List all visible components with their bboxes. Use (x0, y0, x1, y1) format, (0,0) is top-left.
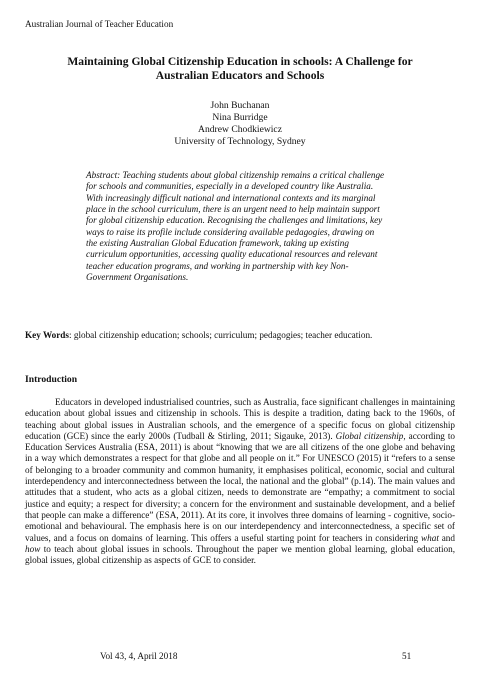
body-span: Educators in developed industrialised countries, such as Australia, face significant challenges in maintaining education about global issues and citizenship in schools. This is despite a tradition, dating back to the 1960s, of teaching about global issues in Australian schools, and the emergence of a specific focus on global citizenship education (GCE) since the early 2000s (Tudball & Stirling, 2011; Sigauke, 2013). (25, 397, 455, 441)
keywords-text: : global citizenship education; schools; curriculum; pedagogies; teacher education. (69, 330, 373, 340)
affiliation: University of Technology, Sydney (174, 136, 306, 147)
keywords-label: Key Words (25, 330, 69, 340)
italic-term: what (421, 532, 439, 543)
journal-header: Australian Journal of Teacher Education (25, 19, 174, 29)
footer-page-number: 51 (402, 651, 412, 661)
author-name: John Buchanan (210, 100, 270, 111)
author-block (40, 100, 440, 148)
paper-title: Maintaining Global Citizenship Education in schools: A Challenge for Australian Educators and Schools (67, 55, 413, 82)
body-text (25, 397, 455, 566)
paragraph (25, 397, 455, 566)
abstract: Abstract: Teaching students about global citizenship remains a critical challenge for schools and communities, especially in a developed country like Australia. With increasingly difficult national and international contexts and its marginal place in the school curriculum, there is an urgent need to help maintain support for global citizenship education. Recognising the challenges and limitations, key ways to raise its profile include considering available pedagogies, drawing on the existing Australian Global Education framework, taking up existing curriculum opportunities, accessing quality educational resources and relevant teacher education programs, and working in partnership with key Non-Government Organisations. (86, 170, 385, 283)
italic-term: Global citizenship (335, 430, 404, 441)
author-name: Nina Burridge (212, 112, 268, 123)
author-name: Andrew Chodkiewicz (198, 124, 282, 135)
italic-term: how (25, 543, 41, 554)
section-heading: Introduction (25, 374, 78, 385)
body-span: and (438, 532, 455, 543)
body-span: , according to Education Services Australia (ESA, 2011) is about “knowing that we are all citizens of the one globe and behaving in a way which demonstrates a respect for that globe and all people on it.” For UNESCO (2015) it “refers to a sense of belonging to a broader community and common humanity, it emphasises political, economic, social and cultural interdependency and interconnectedness between the local, the national and the global” (p.14). The main values and attitudes that a student, who acts as a global citizen, needs to demonstrate are “empathy; a commitment to social justice and equity; a respect for diversity; a concern for the environment and sustainable development, and a belief that people can make a difference” (ESA, 2011). At its core, it involves three domains of learning - cognitive, socio-emotional and behavioural. The emphasis here is on our interdependency and interconnectedness, a specific set of values, and a focus on domains of learning. This offers a useful starting point for teachers in considering (25, 430, 455, 543)
keywords (25, 330, 455, 342)
body-span: to teach about global issues in schools. Throughout the paper we mention global learning, global education, global issues, global citizenship as aspects of GCE to consider. (25, 543, 455, 566)
footer-volume: Vol 43, 4, April 2018 (100, 651, 178, 661)
